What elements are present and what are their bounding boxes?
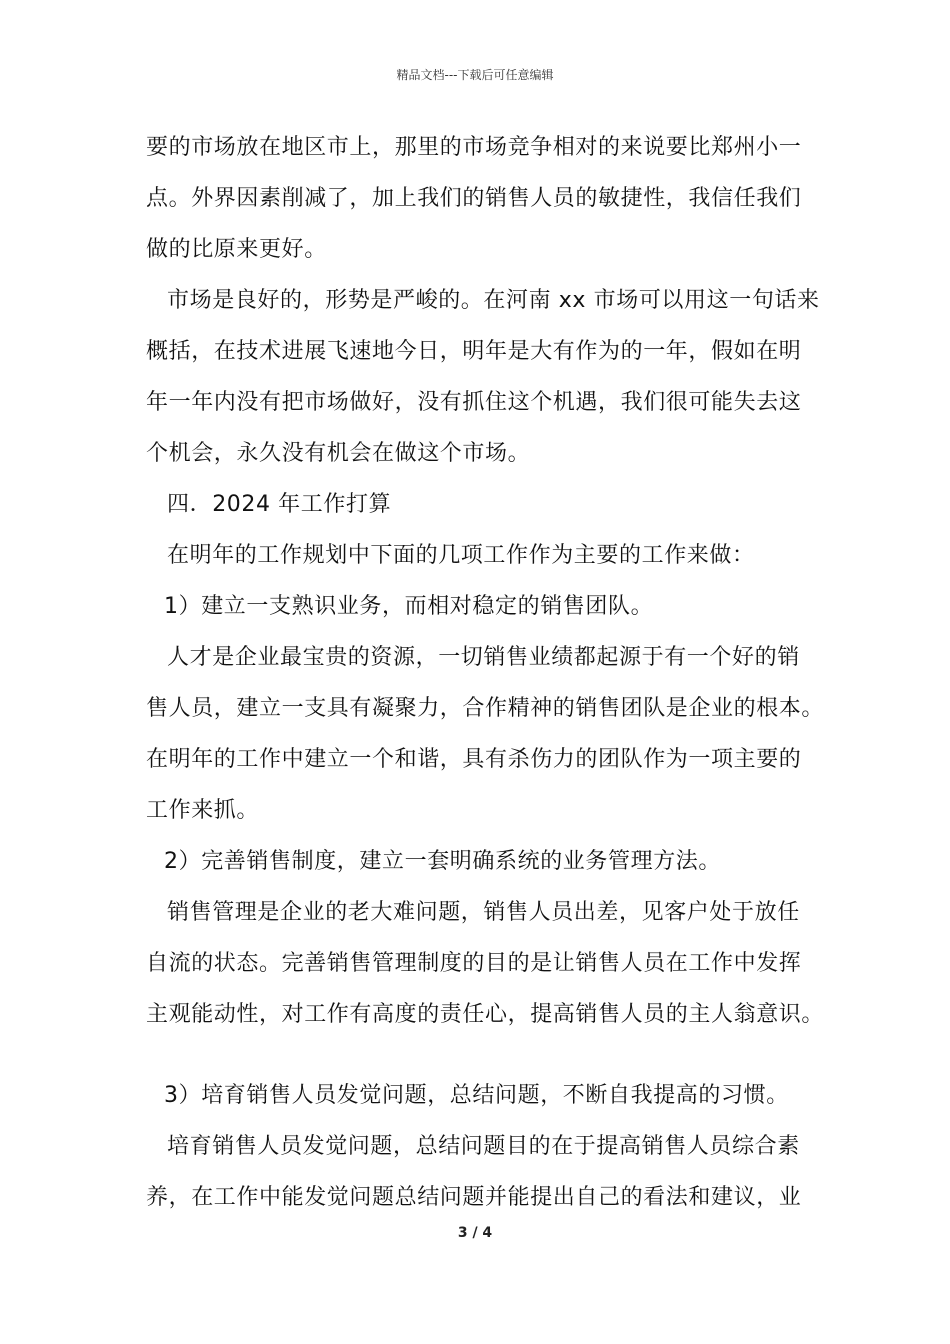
paragraph-gap bbox=[146, 1040, 826, 1070]
list-item-heading: 2）完善销售制度，建立一套明确系统的业务管理方法。 bbox=[164, 849, 721, 874]
paragraph-start: 在明年的工作规划中下面的几项工作作为主要的工作来做： bbox=[167, 543, 755, 568]
section-heading: 四．2024 年工作打算 bbox=[167, 492, 392, 517]
list-item-heading: 3）培育销售人员发觉问题，总结问题，不断自我提高的习惯。 bbox=[164, 1083, 789, 1108]
body-line: 做的比原来更好。 bbox=[146, 237, 327, 262]
body-line: 要的市场放在地区市上，那里的市场竞争相对的来说要比郑州小一 bbox=[146, 135, 802, 160]
list-item-heading: 1）建立一支熟识业务，而相对稳定的销售团队。 bbox=[164, 594, 654, 619]
body-line: 养，在工作中能发觉问题总结问题并能提出自己的看法和建议，业 bbox=[146, 1185, 802, 1210]
page-number: 3 / 4 bbox=[457, 1225, 493, 1241]
paragraph-start: 市场是良好的，形势是严峻的。在河南 xx 市场可以用这一句话来 bbox=[167, 288, 820, 313]
document-body bbox=[146, 122, 826, 1223]
body-line: 个机会，永久没有机会在做这个市场。 bbox=[146, 441, 531, 466]
body-line: 自流的状态。完善销售管理制度的目的是让销售人员在工作中发挥 bbox=[146, 951, 802, 976]
paragraph-start: 人才是企业最宝贵的资源，一切销售业绩都起源于有一个好的销 bbox=[167, 645, 800, 670]
body-line: 点。外界因素削减了，加上我们的销售人员的敏捷性，我信任我们 bbox=[146, 186, 802, 211]
body-line: 在明年的工作中建立一个和谐，具有杀伤力的团队作为一项主要的 bbox=[146, 747, 802, 772]
paragraph-start: 销售管理是企业的老大难问题，销售人员出差，见客户处于放任 bbox=[167, 900, 800, 925]
body-line: 概括，在技术进展飞速地今日，明年是大有作为的一年，假如在明 bbox=[146, 339, 802, 364]
body-line: 年一年内没有把市场做好，没有抓住这个机遇，我们很可能失去这 bbox=[146, 390, 802, 415]
paragraph-start: 培育销售人员发觉问题，总结问题目的在于提高销售人员综合素 bbox=[167, 1134, 800, 1159]
body-line: 主观能动性，对工作有高度的责任心，提高销售人员的主人翁意识。 bbox=[146, 1002, 825, 1027]
body-line: 工作来抓。 bbox=[146, 798, 260, 823]
body-line: 售人员，建立一支具有凝聚力，合作精神的销售团队是企业的根本。 bbox=[146, 696, 825, 721]
page-header: 精品文档---下载后可任意编辑 bbox=[396, 68, 554, 82]
